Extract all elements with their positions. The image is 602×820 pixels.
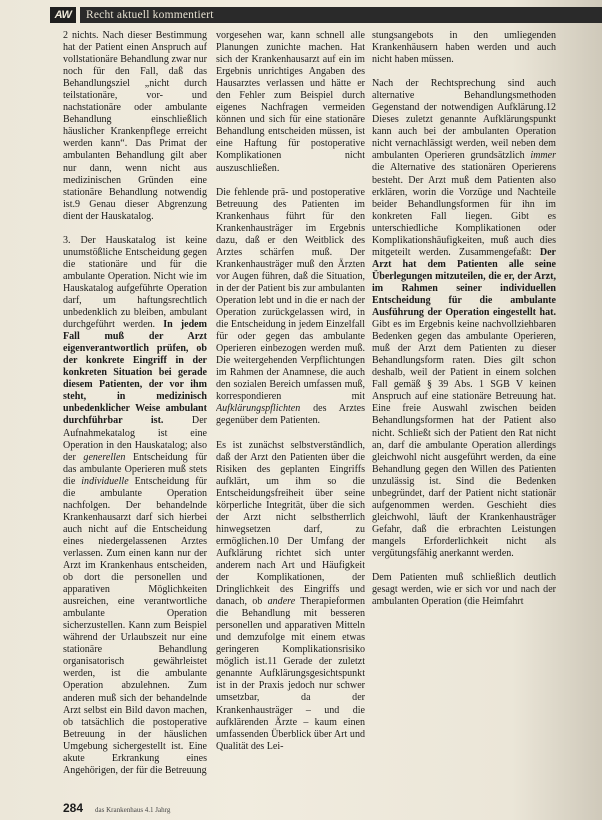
- section-bar: [80, 7, 602, 23]
- text-run: Nach der Rechtsprechung sind auch alternative Behandlungsmethoden Gegenstand der notwendigen Aufklärung.12 Dieses zuletzt genannte Aufklärungspunkt kann auch bei der ambulanten Operation nicht vernachlässigt werden, weil neben dem ambulanten Operieren grundsätzlich: [372, 78, 556, 162]
- emphasis-bold: In jedem Fall muß der Arzt eigenverantwortlich prüfen, ob der konkrete Eingriff in der konkreten Situation bei gerade diesem Patienten, der vor ihm steht, in medizinisch unbedenklicher Weise ambulant durchführbar ist.: [63, 319, 207, 427]
- paragraph: [216, 187, 365, 428]
- text-run: Therapieformen die Behandlung mit besseren personellen und apparativen Mitteln und demzufolge mit einem etwas geringeren Komplikationsrisiko möglich ist.11 Gerade der zuletzt genannte Aufklärungsgesichtspunkt ist in der Praxis jedoch nur schwer umsetzbar, da der Krankenhausträger – und die aufklärenden Ärzte – kaum einen umfassenden Überblick über Art und Qualität des Lei-: [216, 596, 365, 752]
- text-run: des Arztes gegenüber dem Patienten.: [216, 403, 365, 427]
- paragraph: [216, 440, 365, 753]
- emphasis-bold: Der Arzt hat dem Patienten alle seine Überlegungen mitzuteilen, die er, der Arzt, im Rahmen seiner individuellen Entscheidung für die ambulante Ausführung der Operation eingestellt hat.: [372, 246, 556, 319]
- emphasis-italic: individuelle: [81, 475, 129, 487]
- text-run: Entscheidung für das ambulante Operieren muß stets die: [63, 451, 207, 487]
- emphasis-italic: andere: [267, 596, 296, 608]
- text-run: Entscheidung für die ambulante Operation nachfolgen. Der behandelnde Krankenhausarzt darf sich hierbei auch nicht auf die Entscheidung eines niedergelassenen Arztes verlassen. Zum einen kann nur der Arzt im Krankenhaus entscheiden, ob dort die personellen und apparativen Möglichkeiten ausreichen, eine verantwortliche ambulante Operation sicherzustellen. Kann zum Beispiel während der Urlaubszeit nur eine stationäre Behandlung organisatorisch gewährleistet werden, ist die ambulante Operation abzulehnen. Zum anderen muß sich der behandelnde Arzt selbst ein Bild davon machen, ob tatsächlich die postoperative Betreuung in der häuslichen Umgebung sichergestellt ist. Eine akute Erkrankung eines Angehörigen, der für die Betreuung: [63, 475, 207, 776]
- page-number: 284: [63, 801, 84, 815]
- text-run: die Alternative des stationären Operierens besteht. Der Arzt muß dem Patienten also erklären, worin die Vorzüge und Nachteile beider Behandlungsformen für ihn im konkreten Fall liegen. Gibt es unterschiedliche Komplikationen oder Komplikationshäufigkeiten, muß auch dies mitgeteilt werden. Zusammengefaßt:: [372, 162, 556, 258]
- paragraph: [372, 78, 556, 560]
- page-footer: [63, 801, 170, 815]
- running-header: [50, 4, 602, 26]
- journal-reference: das Krankenhaus 4.1 Jahrg: [95, 806, 171, 814]
- emphasis-italic: generellen: [83, 451, 126, 463]
- section-title: Recht aktuell kommentiert: [86, 9, 214, 21]
- text-column-2: [216, 30, 365, 800]
- paragraph: stungsangebots in den umliegenden Krankenhäusern haben werden und auch nicht haben müssen.: [372, 30, 556, 66]
- text-run: 3. Der Hauskatalog ist keine unumstößliche Entscheidung gegen die stationäre und für die ambulante Operation. Nicht wie im Hauskatalog aufgeführte Operation darf, um haftungsrechtlich unbedenklich zu bleiben, ambulant durchgeführt werden.: [63, 234, 207, 331]
- emphasis-italic: Aufklärungspflichten: [216, 403, 301, 415]
- text-run: Es ist zunächst selbstverständlich, daß der Arzt den Patienten über die Risiken des geplanten Eingriffs aufklärt, um ihm so die Entscheidungsfreiheit über seine körperliche Integrität, über die sich der Arzt nicht selbstherrlich hinwegsetzen darf, zu ermöglichen.10 Der Umfang der Aufklärung richtet sich unter anderem nach Art und Häufigkeit der Komplikationen, der Dringlichkeit des Eingriffs und danach, ob: [216, 439, 365, 608]
- text-run: Gibt es im Ergebnis keine nachvollziehbaren Bedenken gegen das ambulante Operieren, muß der Arzt dem Patienten zu dieser Behandlungsform raten. Dies gilt schon deshalb, weil der Patient in einem solchen Fall gemäß § 39 Abs. 1 SGB V keinen Anspruch auf eine stationäre Betreuung hat. Eine freie Auswahl zwischen beiden Behandlungsformen hat der Patient also nicht. Schließt sich der Patient den Rat nicht an, darf die ambulante Operation allerdings gleichwohl nicht ausgeführt werden, da eine Behandlung gegen den Willen des Patienten unzulässig ist. Sind die Bedenken unbegründet, darf der Patient nicht stationär aufgenommen werden. Geschieht dies gleichwohl, läuft der Krankenhausträger Gefahr, daß die erbrachten Leistungen mangels Erforderlichkeit nicht als vergütungsfähig anerkannt werden.: [372, 319, 556, 559]
- paragraph: Dem Patienten muß schließlich deutlich gesagt werden, wie er sich vor und nach der ambulanten Operation (die Heimfahrt: [372, 572, 556, 608]
- paragraph: vorgesehen war, kann schnell alle Planungen zunichte machen. Hat sich der Krankenhausarzt auf ein im Ergebnis unrichtiges Angaben des Hausarztes verlassen und hätte er den Fehler zum Beispiel durch eigenes Nachfragen vermeiden können und sich für eine stationäre Behandlung entscheiden müssen, ist eine Haftung für postoperative Komplikationen nicht auszuschließen.: [216, 30, 365, 174]
- text-run: Die fehlende prä- und postoperative Betreuung des Patienten im Krankenhaus führt für den Krankenhausträger im Ergebnis dazu, daß er den Weitblick des Arztes schärfen muß. Der Krankenhausträger muß den Ärzten vor Augen führen, daß die Situation, in der der Patient bis zur ambulanten Operation lebt und in die er nach der Operation zurückgelassen wird, in die Entscheidung in jedem Einzelfall für oder gegen das ambulante Operieren einbezogen werden muß. Die weitergehenden Verpflichtungen im Rahmen der Anamnese, die auch den sozialen Bereich umfassen muß, korrespondieren mit: [216, 186, 365, 403]
- text-run: Der Aufnahmekatalog ist eine Operation in den Hauskatalog; also der: [63, 415, 207, 463]
- paragraph: 2 nichts. Nach dieser Bestimmung hat der Patient einen Anspruch auf vollstationäre Behandlung zwar nur noch für den Fall, daß das Behandlungsziel „nicht durch teilstationäre, vor- und nachstationäre oder ambulante Behandlung einschließlich häuslicher Krankenpflege erreicht werden kann“. Das Primat der ambulanten Behandlung gilt aber nur dann, wenn nicht aus medizinischen Gründen eine stationäre Behandlung notwendig ist.9 Genau dieser Abgrenzung dient der Hauskatalog.: [63, 30, 207, 222]
- text-column-1: [63, 30, 207, 800]
- paragraph: [63, 235, 207, 777]
- emphasis-italic: immer: [530, 150, 557, 162]
- text-column-3: [372, 30, 602, 800]
- section-logo: AW: [50, 7, 76, 23]
